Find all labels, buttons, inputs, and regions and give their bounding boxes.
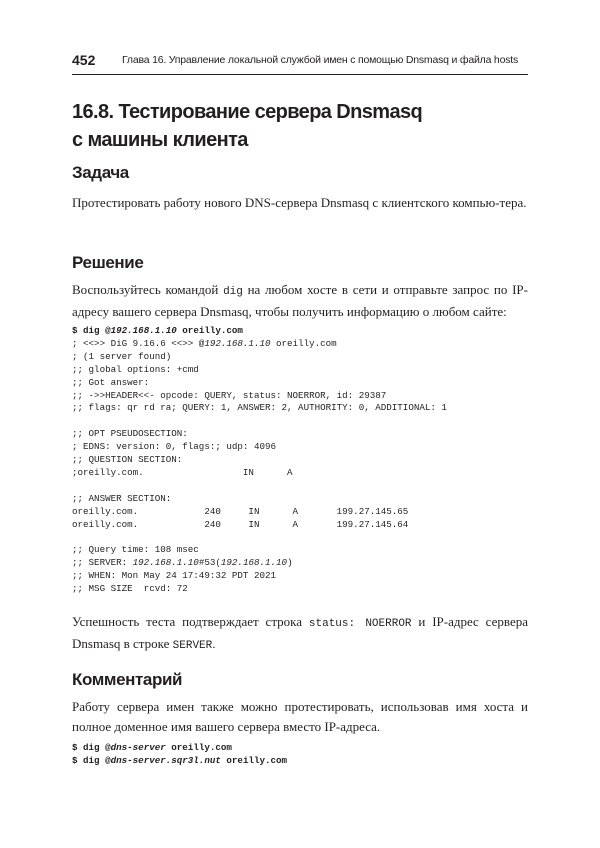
comment-commands	[72, 742, 287, 768]
result-text: Успешность теста подтверждает строка status: NOERROR и IP-адрес сервера Dnsmasq в строке SERVER.	[72, 614, 528, 652]
comment-text: Работу сервера имен также можно протестировать, использовав имя хоста и полное доменное имя вашего сервера вместо IP-адреса.	[72, 699, 528, 734]
section-title	[72, 98, 422, 154]
dig-output: $ dig @192.168.1.10 oreilly.com ; <<>> DiG 9.16.6 <<>> @192.168.1.10 oreilly.com ; (1 server found) ;; global options: +cmd ;; Got answer: ;; ->>HEADER<<- opcode: QUERY, status: NOERROR, id: 29387 ;; flags: qr rd ra; QUERY: 1, ANSWER: 2, AUTHORITY: 0, ADDITIONAL: 1 ;; OPT PSEUDOSECTION: ; EDNS: version: 0, flags:; udp: 4096 ;; QUESTION SECTION: ;oreilly.com. IN A ;; ANSWER SECTION: oreilly.com. 240 IN A 199.27.145.65 oreilly.com. 240 IN A 199.27.145.64 ;; Query time: 108 msec ;; SERVER: 192.168.1.10#53(192.168.1.10) ;; WHEN: Mon May 24 17:49:32 PDT 2021 ;; MSG SIZE rcvd: 72	[72, 325, 447, 595]
server-keyword: SERVER	[172, 640, 213, 652]
solution-heading: Решение	[72, 253, 144, 272]
comment-heading: Комментарий	[72, 670, 183, 689]
cmd-line-1: $ dig @dns-server oreilly.com	[72, 742, 232, 753]
section-title-line2: с машины клиента	[72, 129, 248, 151]
page-header	[72, 52, 528, 75]
dig-output-block1: ; (1 server found) ;; global options: +cmd ;; Got answer: ;; ->>HEADER<<- opcode: QUERY, status: NOERROR, id: 29387 ;; flags: qr rd ra; QUERY: 1, ANSWER: 2, AUTHORITY: 0, ADDITIONAL: 1 ;; OPT PSEUDOSECTION: ; EDNS: version: 0, flags:; udp: 4096 ;; QUESTION SECTION: ;oreilly.com. IN A ;; ANSWER SECTION: oreilly.com. 240 IN A 199.27.145.65 oreilly.com. 240 IN A 199.27.145.64 ;; Query time: 108 msec	[72, 350, 447, 556]
dig-command: dig	[223, 286, 243, 298]
solution-text: Воспользуйтесь командой dig на любом хосте в сети и отправьте запрос по IP-адресу вашего сервера Dnsmasq, чтобы получить информацию о любом сайте:	[72, 282, 528, 319]
page-number: 452	[72, 52, 96, 68]
running-title: Глава 16. Управление локальной службой имен с помощью Dnsmasq и файла hosts	[122, 54, 519, 66]
dig-output-block2: ;; WHEN: Mon May 24 17:49:32 PDT 2021 ;; MSG SIZE rcvd: 72	[72, 570, 276, 595]
status-noerror: status: NOERROR	[308, 618, 412, 630]
dig-prompt: $ dig @192.168.1.10 oreilly.com	[72, 325, 243, 336]
problem-heading: Задача	[72, 163, 129, 182]
cmd-line-2: $ dig @dns-server.sqr3l.nut oreilly.com	[72, 754, 288, 766]
section-title-line1: 16.8. Тестирование сервера Dnsmasq	[72, 101, 423, 123]
problem-text: Протестировать работу нового DNS-сервера Dnsmasq с клиентского компью-тера.	[72, 195, 527, 210]
